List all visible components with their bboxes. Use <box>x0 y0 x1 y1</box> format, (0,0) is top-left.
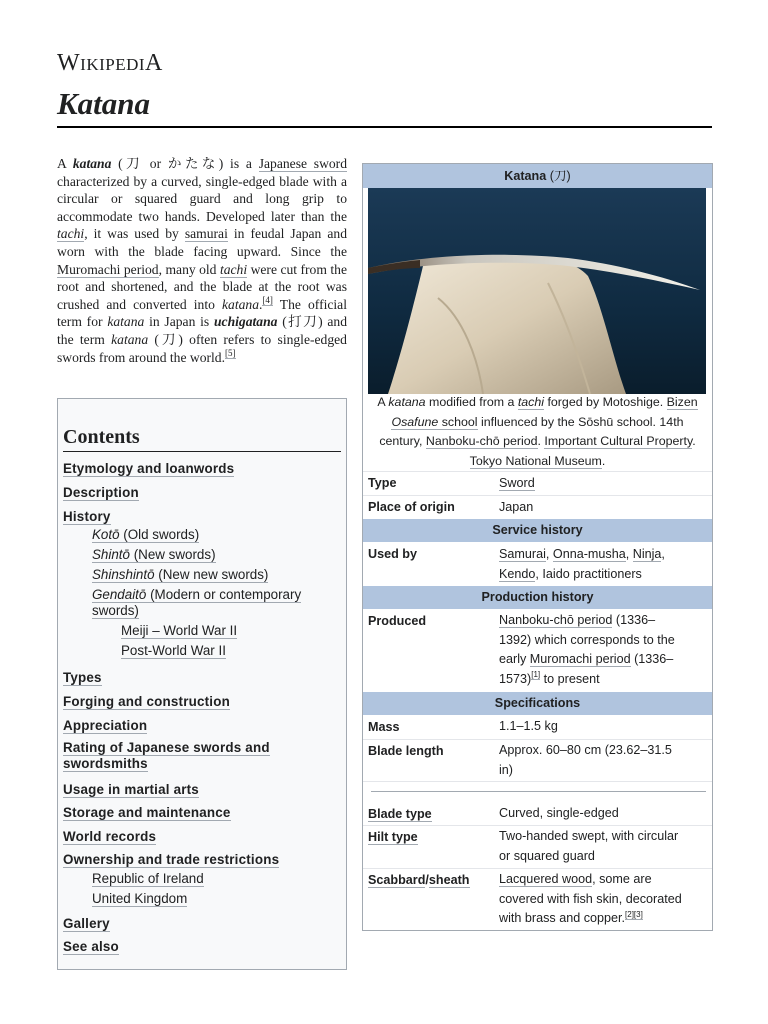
link-nanboku-cho-produced[interactable]: Nanboku-chō period <box>499 613 613 627</box>
scabbard-label: Scabbard/sheath <box>368 873 470 887</box>
toc-item[interactable]: United Kingdom <box>92 891 188 906</box>
toc-divider <box>63 451 341 452</box>
toc-item[interactable]: Post-World War II <box>121 643 226 658</box>
link-tachi-caption[interactable]: tachi <box>517 395 545 409</box>
wikipedia-wordmark[interactable] <box>57 50 163 77</box>
toc-item[interactable]: Rating of Japanese swords and swordsmiths <box>63 740 270 771</box>
hilt-type-label[interactable]: Hilt type <box>368 830 418 844</box>
ref-2-3[interactable]: [2][3] <box>625 909 643 919</box>
production-history-header: Production history <box>363 586 712 609</box>
toc-item[interactable]: History <box>63 509 111 524</box>
link-japanese-sword[interactable]: Japanese sword <box>258 156 348 171</box>
ref-4[interactable]: [4] <box>262 295 273 306</box>
toc-item[interactable]: Republic of Ireland <box>92 871 204 886</box>
type-label: Type <box>368 476 397 490</box>
title-divider <box>57 126 712 128</box>
row-divider <box>363 471 712 472</box>
toc-item[interactable]: See also <box>63 939 119 954</box>
link-lacquered-wood[interactable]: Lacquered wood <box>499 872 593 886</box>
photo-caption: A katana modified from a tachi forged by Motoshige. Bizen Osafune school influenced by the Sōshū school. 14th century, Nanboku-chō period. Important Cultural Property. Tokyo National Museum. <box>377 395 698 468</box>
wordmark-w: W <box>57 50 81 76</box>
toc-item[interactable]: World records <box>63 829 157 844</box>
infobox-title: Katana (刀) <box>363 164 712 188</box>
toc-item[interactable]: Shinshintō (New new swords) <box>92 567 269 582</box>
produced-label: Produced <box>368 614 427 628</box>
origin-value: Japan <box>499 500 534 514</box>
table-of-contents <box>57 398 347 970</box>
infobox <box>362 163 713 931</box>
toc-item[interactable]: Types <box>63 670 102 685</box>
link-samurai-infobox[interactable]: Samurai <box>499 547 546 561</box>
service-history-header: Service history <box>363 519 712 542</box>
row-divider <box>363 825 712 826</box>
scabbard-value: Lacquered wood, some are covered with fish skin, decorated with brass and copper.[2][3] <box>499 872 682 925</box>
link-kendo[interactable]: Kendo <box>499 566 536 581</box>
link-tachi[interactable]: tachi <box>57 226 85 242</box>
blade-length-label: Blade length <box>368 744 444 758</box>
blade-type-value: Curved, single-edged <box>499 806 619 820</box>
toc-item[interactable]: Shintō (New swords) <box>92 547 216 562</box>
link-samurai[interactable]: samurai <box>184 226 228 242</box>
link-ninja[interactable]: Ninja <box>632 547 662 561</box>
link-onna-musha[interactable]: Onna-musha <box>552 547 626 561</box>
hilt-type-value: Two-handed swept, with circular or squared guard <box>499 829 679 863</box>
ref-1[interactable]: [1] <box>531 670 541 680</box>
row-divider <box>363 868 712 869</box>
link-bizen-osafune[interactable]: Bizen Osafune school <box>391 395 698 429</box>
produced-value: Nanboku-chō period (1336– 1392) which corresponds to the early Muromachi period (1336– 1573)[1] to present <box>499 613 675 686</box>
link-muromachi-period[interactable]: Muromachi period <box>57 261 159 277</box>
toc-item[interactable]: Description <box>63 485 139 500</box>
origin-label: Place of origin <box>368 500 455 514</box>
link-important-cultural-property[interactable]: Important Cultural Property <box>544 434 693 448</box>
mass-value: 1.1–1.5 kg <box>499 719 558 733</box>
toc-item[interactable]: Kotō (Old swords) <box>92 527 200 542</box>
toc-item[interactable]: Gendaitō (Modern or contemporary swords) <box>92 587 302 618</box>
toc-item[interactable]: Usage in martial arts <box>63 782 199 797</box>
ref-5[interactable]: [5] <box>225 348 236 358</box>
link-sheath[interactable]: sheath <box>428 873 470 887</box>
used-by-value: Samurai, Onna-musha, Ninja, Kendo, Iaido practitioners <box>499 547 665 581</box>
link-tokyo-national-museum[interactable]: Tokyo National Museum <box>469 453 602 468</box>
toc-item[interactable]: Forging and construction <box>63 694 230 709</box>
infobox-separator <box>371 791 706 792</box>
toc-item[interactable]: Meiji – World War II <box>121 623 238 638</box>
katana-photo-image <box>368 188 706 394</box>
page-title: Katana <box>57 86 151 121</box>
toc-item[interactable]: Gallery <box>63 916 110 931</box>
wordmark-a: A <box>145 50 163 76</box>
row-divider <box>363 781 712 782</box>
toc-item[interactable]: Appreciation <box>63 718 148 733</box>
toc-item[interactable]: Etymology and loanwords <box>63 461 235 476</box>
row-divider <box>363 495 712 496</box>
mass-label: Mass <box>368 720 400 734</box>
link-tachi-2[interactable]: tachi <box>219 261 248 277</box>
link-nanboku-cho-caption[interactable]: Nanboku-chō period <box>425 434 538 448</box>
used-by-label: Used by <box>368 547 417 561</box>
wordmark-middle: IKIPEDI <box>80 55 146 74</box>
toc-title: Contents <box>63 426 140 448</box>
type-value[interactable]: Sword <box>499 476 535 490</box>
katana-photo[interactable] <box>368 188 706 394</box>
blade-type-label[interactable]: Blade type <box>368 807 432 821</box>
row-divider <box>363 739 712 740</box>
blade-length-value: Approx. 60–80 cm (23.62–31.5 in) <box>499 743 672 777</box>
toc-item[interactable]: Storage and maintenance <box>63 805 231 820</box>
specifications-header: Specifications <box>363 692 712 715</box>
link-muromachi-produced[interactable]: Muromachi period <box>529 652 631 666</box>
link-scabbard[interactable]: Scabbard <box>368 873 426 887</box>
toc-item[interactable]: Ownership and trade restrictions <box>63 852 280 867</box>
lead-paragraph: A katana (刀 or かたな) is a Japanese sword characterized by a curved, single-edged blade with a circular or squared guard and long grip to accommodate two hands. Developed later than the tachi, it was used by samurai in feudal Japan and worn with the blade facing upward. Since the Muromachi period, many old tachi were cut from the root and shortened, and the blade at the root was crushed and converted into katana.[4] The official term for katana in Japan is uchigatana (打刀) and the term katana (刀) often refers to single-edged swords from around the world.[5] <box>57 156 348 365</box>
